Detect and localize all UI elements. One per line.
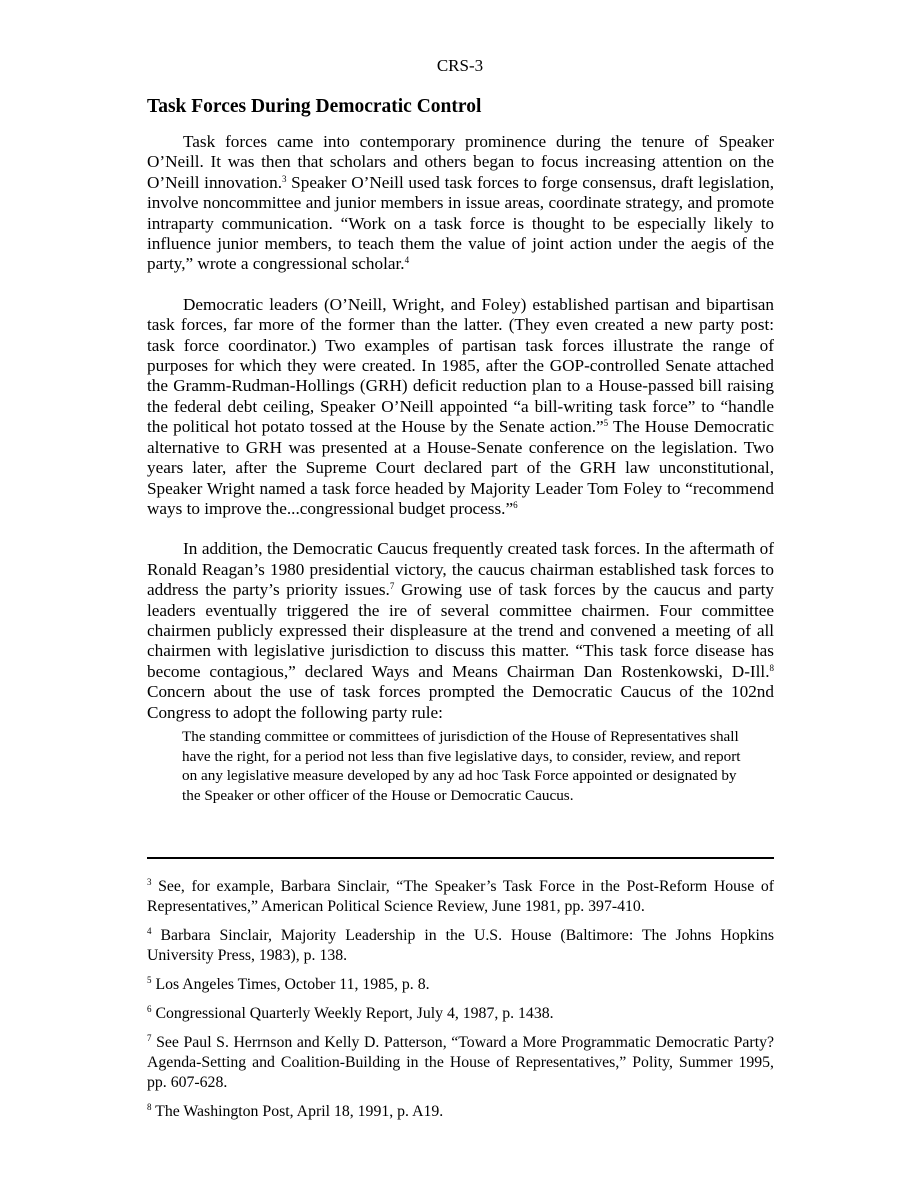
footnote-ref[interactable]: 4: [404, 255, 410, 266]
footnote-number: 6: [147, 1004, 152, 1014]
footnote-item: [147, 926, 774, 966]
footnote-text: Los Angeles Times, October 11, 1985, p. 8.: [151, 976, 430, 993]
footnote-ref[interactable]: 3: [282, 173, 287, 184]
footnote-item: [147, 1033, 774, 1093]
paragraph-2: [147, 295, 774, 519]
footnote-number: 3: [147, 877, 152, 887]
block-quote: The standing committee or committees of jurisdiction of the House of Representatives shall have the right, for a period not less than five legislative days, to consider, review, and report on any legislative measure developed by any ad hoc Task Force appointed or designated by the Speaker or other officer of the House or Democratic Caucus.: [182, 727, 741, 804]
footnote-item: [147, 877, 774, 917]
footnote-text: See, for example, Barbara Sinclair, “The Speaker’s Task Force in the Post-Reform House of Representatives,” American Political Science Review, June 1981, pp. 397-410.: [147, 878, 774, 915]
footnote-ref[interactable]: 8: [769, 662, 774, 673]
footnote-text: See Paul S. Herrnson and Kelly D. Patterson, “Toward a More Programmatic Democratic Party? Agenda-Setting and Coalition-Building in the House of Representatives,” Polity, Summer 1995, pp. 607-628.: [147, 1034, 774, 1091]
paragraph-text: The House Democratic alternative to GRH was presented at a House-Senate conference on the legislation. Two years later, after the Supreme Court declared part of the GRH law unconstitutional, Speaker Wright named a task force headed by Majority Leader Tom Foley to “recommend ways to improve the...congressional budget process.”: [147, 417, 774, 518]
paragraph-1: [147, 132, 774, 275]
footnote-number: 5: [147, 975, 152, 985]
main-content: [147, 94, 774, 805]
footnote-item: [147, 1102, 774, 1122]
paragraph-text: Speaker O’Neill used task forces to forge consensus, draft legislation, involve noncommittee and junior members in issue areas, coordinate strategy, and promote intraparty communication. “Work on a task force is thought to be especially likely to influence junior members, to teach them the value of joint action under the aegis of the party,” wrote a congressional scholar.: [147, 172, 774, 274]
paragraph-3: [147, 539, 774, 723]
paragraph-text: Task forces came into contemporary prominence during the tenure of Speaker O’Neill. It was then that scholars and others began to focus increasing attention on the O’Neill innovation.: [147, 132, 774, 192]
footnote-ref[interactable]: 6: [513, 499, 518, 510]
footnotes: [147, 877, 774, 1131]
footnote-text: The Washington Post, April 18, 1991, p. A19.: [151, 1103, 444, 1120]
paragraph-text: In addition, the Democratic Caucus frequently created task forces. In the aftermath of Ronald Reagan’s 1980 presidential victory, the caucus chairman established task forces to address the party’s priority issues.: [147, 539, 774, 600]
footnote-text: Barbara Sinclair, Majority Leadership in the U.S. House (Baltimore: The Johns Hopkins University Press, 1983), p. 138.: [147, 927, 774, 964]
footnote-ref[interactable]: 5: [603, 418, 609, 429]
footnote-item: [147, 1004, 774, 1024]
footnote-text: Congressional Quarterly Weekly Report, July 4, 1987, p. 1438.: [151, 1005, 554, 1022]
footnote-ref[interactable]: 7: [389, 581, 395, 592]
section-title: Task Forces During Democratic Control: [147, 96, 482, 117]
page-header: CRS-3: [436, 56, 484, 75]
footnote-number: 8: [147, 1102, 152, 1112]
paragraph-text: Growing use of task forces by the caucus and party leaders eventually triggered the ire of several committee chairmen. Four committee chairmen publicly expressed their displeasure at the trend and convened a meeting of all chairmen with legislative jurisdiction to discuss this matter. “This task force disease has become contagious,” declared Ways and Means Chairman Dan Rostenkowski, D-Ill.: [147, 580, 774, 681]
paragraph-text: Democratic leaders (O’Neill, Wright, and Foley) established partisan and bipartisan task forces, far more of the former than the latter. (They even created a new party post: task force coordinator.) Two examples of partisan task forces illustrate the range of purposes for which they were created. In 1985, after the GOP-controlled Senate attached the Gramm-Rudman-Hollings (GRH) deficit reduction plan to a House-passed bill raising the federal debt ceiling, Speaker O’Neill appointed “a bill-writing task force” to “handle the political hot potato tossed at the House by the Senate action.”: [147, 294, 774, 437]
footnote-number: 7: [147, 1033, 152, 1043]
footnote-divider: [147, 857, 774, 859]
paragraph-text: Concern about the use of task forces prompted the Democratic Caucus of the 102nd Congress to adopt the following party rule:: [147, 682, 774, 722]
footnote-number: 4: [147, 926, 152, 936]
footnote-item: [147, 975, 774, 995]
